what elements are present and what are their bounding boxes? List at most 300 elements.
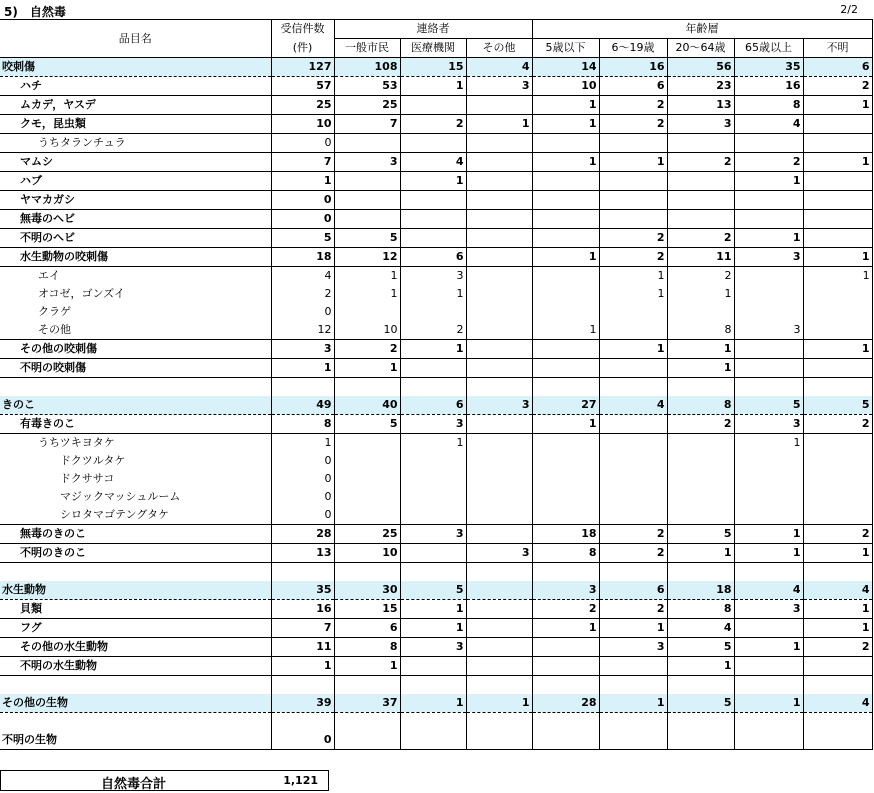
table-row (0, 191, 872, 210)
value-cell: 1 (803, 340, 872, 359)
value-cell: 6 (803, 58, 872, 77)
value-cell: 1 (532, 115, 599, 134)
value-cell: 1 (271, 434, 334, 453)
value-cell (400, 359, 466, 378)
value-cell: 18 (667, 581, 734, 600)
value-cell: 10 (334, 321, 400, 340)
value-cell (334, 134, 400, 153)
table-row (0, 153, 872, 172)
value-cell: 27 (532, 396, 599, 415)
table-row (0, 506, 872, 525)
table-row (0, 638, 872, 657)
table-row (0, 713, 872, 732)
value-cell: 3 (400, 415, 466, 434)
value-cell (803, 506, 872, 525)
value-cell: 15 (334, 600, 400, 619)
value-cell (532, 303, 599, 321)
value-cell (334, 506, 400, 525)
value-cell: 11 (667, 248, 734, 267)
value-cell: 1 (334, 359, 400, 378)
page-number: 2/2 (840, 3, 858, 16)
empty-cell (334, 563, 400, 582)
value-cell: 1 (532, 248, 599, 267)
row-label: マムシ (0, 153, 271, 172)
value-cell: 1 (400, 285, 466, 303)
value-cell (400, 506, 466, 525)
value-cell: 3 (532, 581, 599, 600)
value-cell: 1 (599, 267, 667, 286)
empty-cell (599, 713, 667, 732)
value-cell (599, 434, 667, 453)
value-cell: 2 (667, 153, 734, 172)
row-label: ムカデ，ヤスデ (0, 96, 271, 115)
value-cell (334, 303, 400, 321)
value-cell (803, 321, 872, 340)
value-cell: 1 (667, 340, 734, 359)
row-label: うちタランチュラ (0, 134, 271, 153)
value-cell (599, 303, 667, 321)
value-cell: 4 (803, 694, 872, 713)
header-age-20-64: 20～64歳 (667, 39, 734, 58)
value-cell (466, 340, 532, 359)
header-age-unknown: 不明 (803, 39, 872, 58)
table-row (0, 229, 872, 248)
value-cell: 1 (532, 321, 599, 340)
empty-cell (0, 676, 271, 695)
value-cell (803, 134, 872, 153)
header-age-6-19: 6～19歳 (599, 39, 667, 58)
table-row (0, 694, 872, 713)
value-cell (334, 434, 400, 453)
value-cell (400, 134, 466, 153)
value-cell: 13 (667, 96, 734, 115)
value-cell (532, 488, 599, 506)
empty-cell (803, 713, 872, 732)
value-cell: 0 (271, 210, 334, 229)
value-cell (667, 134, 734, 153)
value-cell: 18 (271, 248, 334, 267)
value-cell: 1 (271, 359, 334, 378)
table-row (0, 134, 872, 153)
table-row (0, 619, 872, 638)
value-cell: 1 (599, 694, 667, 713)
empty-cell (532, 713, 599, 732)
value-cell: 1 (667, 544, 734, 563)
value-cell: 5 (334, 229, 400, 248)
row-label: ヤマカガシ (0, 191, 271, 210)
value-cell: 16 (734, 77, 803, 96)
value-cell (400, 488, 466, 506)
value-cell: 13 (271, 544, 334, 563)
value-cell: 2 (803, 525, 872, 544)
row-label: 不明の咬刺傷 (0, 359, 271, 378)
table-row (0, 58, 872, 77)
row-label: フグ (0, 619, 271, 638)
value-cell: 1 (599, 340, 667, 359)
table-row (0, 77, 872, 96)
value-cell: 1 (734, 544, 803, 563)
empty-cell (271, 713, 334, 732)
value-cell (466, 267, 532, 286)
value-cell (400, 210, 466, 229)
value-cell (734, 452, 803, 470)
value-cell: 3 (734, 321, 803, 340)
value-cell (532, 229, 599, 248)
value-cell (466, 506, 532, 525)
value-cell: 5 (400, 581, 466, 600)
value-cell: 2 (400, 321, 466, 340)
value-cell: 108 (334, 58, 400, 77)
empty-cell (667, 713, 734, 732)
value-cell (532, 267, 599, 286)
value-cell: 23 (667, 77, 734, 96)
total-label: 自然毒合計 (101, 777, 167, 792)
value-cell: 1 (532, 153, 599, 172)
value-cell (734, 134, 803, 153)
value-cell: 25 (334, 525, 400, 544)
value-cell: 2 (667, 415, 734, 434)
value-cell: 5 (803, 396, 872, 415)
value-cell (334, 452, 400, 470)
value-cell (734, 731, 803, 750)
row-label: 無毒のヘビ (0, 210, 271, 229)
row-label: マジックマッシュルーム (0, 488, 271, 506)
empty-cell (400, 713, 466, 732)
value-cell: 3 (271, 340, 334, 359)
table-row (0, 303, 872, 321)
value-cell: 1 (400, 172, 466, 191)
value-cell: 2 (599, 525, 667, 544)
value-cell: 28 (271, 525, 334, 544)
value-cell: 3 (334, 153, 400, 172)
value-cell: 3 (400, 638, 466, 657)
value-cell: 16 (271, 600, 334, 619)
value-cell (466, 321, 532, 340)
value-cell: 1 (667, 285, 734, 303)
value-cell (400, 544, 466, 563)
empty-cell (803, 378, 872, 397)
value-cell: 2 (334, 340, 400, 359)
natural-toxin-table (0, 19, 873, 750)
value-cell (803, 488, 872, 506)
value-cell (466, 470, 532, 488)
value-cell (466, 525, 532, 544)
value-cell (400, 470, 466, 488)
value-cell (400, 191, 466, 210)
row-label: クラゲ (0, 303, 271, 321)
row-label: 不明の水生動物 (0, 657, 271, 676)
value-cell (803, 191, 872, 210)
value-cell: 2 (599, 248, 667, 267)
row-label: 不明のきのこ (0, 544, 271, 563)
empty-cell (734, 378, 803, 397)
value-cell (532, 134, 599, 153)
value-cell (599, 506, 667, 525)
table-row (0, 321, 872, 340)
value-cell: 1 (400, 340, 466, 359)
empty-cell (466, 563, 532, 582)
value-cell: 1 (803, 619, 872, 638)
value-cell: 4 (734, 115, 803, 134)
value-cell (466, 191, 532, 210)
value-cell (599, 321, 667, 340)
value-cell (532, 172, 599, 191)
value-cell: 4 (599, 396, 667, 415)
value-cell (400, 96, 466, 115)
value-cell: 18 (532, 525, 599, 544)
empty-cell (532, 676, 599, 695)
table-row (0, 581, 872, 600)
value-cell: 1 (400, 600, 466, 619)
value-cell (334, 210, 400, 229)
value-cell (400, 731, 466, 750)
total-value: 1,121 (283, 774, 318, 787)
header-age-group: 年齢層 (532, 20, 872, 39)
row-label: 不明のヘビ (0, 229, 271, 248)
empty-cell (599, 378, 667, 397)
table-row (0, 731, 872, 750)
value-cell (803, 452, 872, 470)
value-cell: 2 (400, 115, 466, 134)
table-row (0, 210, 872, 229)
table-row (0, 452, 872, 470)
value-cell: 8 (334, 638, 400, 657)
value-cell (599, 359, 667, 378)
value-cell: 1 (334, 267, 400, 286)
value-cell: 56 (667, 58, 734, 77)
value-cell (466, 153, 532, 172)
value-cell: 1 (532, 415, 599, 434)
value-cell (734, 619, 803, 638)
table-row (0, 657, 872, 676)
value-cell (400, 452, 466, 470)
value-cell: 8 (667, 321, 734, 340)
value-cell: 127 (271, 58, 334, 77)
value-cell: 3 (400, 525, 466, 544)
value-cell (803, 285, 872, 303)
empty-cell (599, 676, 667, 695)
value-cell: 5 (334, 415, 400, 434)
table-row (0, 563, 872, 582)
value-cell: 2 (599, 544, 667, 563)
value-cell: 5 (667, 525, 734, 544)
value-cell (734, 340, 803, 359)
value-cell: 3 (466, 544, 532, 563)
value-cell (466, 488, 532, 506)
value-cell: 1 (271, 172, 334, 191)
empty-cell (271, 378, 334, 397)
value-cell: 1 (803, 544, 872, 563)
value-cell (803, 359, 872, 378)
value-cell (803, 172, 872, 191)
value-cell: 2 (734, 153, 803, 172)
value-cell: 1 (803, 600, 872, 619)
header-received-unit: (件) (271, 39, 334, 58)
value-cell (599, 134, 667, 153)
value-cell: 1 (532, 619, 599, 638)
value-cell: 35 (734, 58, 803, 77)
value-cell (334, 470, 400, 488)
table-row (0, 676, 872, 695)
empty-cell (0, 563, 271, 582)
value-cell (667, 191, 734, 210)
empty-cell (334, 713, 400, 732)
value-cell: 6 (400, 396, 466, 415)
value-cell (466, 731, 532, 750)
empty-cell (466, 676, 532, 695)
value-cell: 1 (400, 434, 466, 453)
value-cell: 10 (532, 77, 599, 96)
value-cell (532, 506, 599, 525)
value-cell: 7 (271, 619, 334, 638)
value-cell (466, 638, 532, 657)
header-age-65-plus: 65歳以上 (734, 39, 803, 58)
table-row (0, 434, 872, 453)
value-cell: 1 (734, 434, 803, 453)
value-cell: 0 (271, 191, 334, 210)
value-cell: 1 (400, 619, 466, 638)
value-cell (667, 488, 734, 506)
row-label: エイ (0, 267, 271, 286)
value-cell: 2 (599, 229, 667, 248)
value-cell (734, 285, 803, 303)
value-cell: 4 (400, 153, 466, 172)
value-cell (599, 191, 667, 210)
value-cell (803, 731, 872, 750)
value-cell (667, 172, 734, 191)
value-cell: 3 (667, 115, 734, 134)
value-cell (334, 191, 400, 210)
value-cell (734, 359, 803, 378)
row-label: シロタマゴテングタケ (0, 506, 271, 525)
value-cell (667, 470, 734, 488)
value-cell: 25 (271, 96, 334, 115)
value-cell (599, 488, 667, 506)
value-cell (466, 415, 532, 434)
value-cell: 2 (599, 115, 667, 134)
value-cell (532, 452, 599, 470)
value-cell: 0 (271, 452, 334, 470)
value-cell (532, 638, 599, 657)
header-received: 受信件数 (271, 20, 334, 39)
value-cell (734, 191, 803, 210)
value-cell: 1 (803, 153, 872, 172)
value-cell: 8 (667, 600, 734, 619)
value-cell: 1 (734, 229, 803, 248)
value-cell: 6 (599, 77, 667, 96)
value-cell: 2 (803, 77, 872, 96)
value-cell: 0 (271, 470, 334, 488)
table-row (0, 396, 872, 415)
value-cell (400, 229, 466, 248)
row-label: 水生動物の咬刺傷 (0, 248, 271, 267)
section-title: 5) 自然毒 (4, 5, 66, 19)
empty-cell (532, 563, 599, 582)
value-cell: 57 (271, 77, 334, 96)
row-label: 水生動物 (0, 581, 271, 600)
value-cell: 28 (532, 694, 599, 713)
header-general-public: 一般市民 (334, 39, 400, 58)
row-label: その他の生物 (0, 694, 271, 713)
value-cell (466, 96, 532, 115)
value-cell: 7 (334, 115, 400, 134)
value-cell: 6 (599, 581, 667, 600)
value-cell: 2 (667, 267, 734, 286)
value-cell: 4 (271, 267, 334, 286)
row-label: 不明の生物 (0, 731, 271, 750)
value-cell: 16 (599, 58, 667, 77)
value-cell (667, 452, 734, 470)
value-cell (667, 210, 734, 229)
value-cell (599, 657, 667, 676)
value-cell: 30 (334, 581, 400, 600)
table-row (0, 415, 872, 434)
value-cell: 15 (400, 58, 466, 77)
table-row (0, 285, 872, 303)
value-cell: 3 (599, 638, 667, 657)
value-cell: 5 (734, 396, 803, 415)
table-row (0, 340, 872, 359)
value-cell (466, 600, 532, 619)
value-cell (599, 731, 667, 750)
value-cell (532, 731, 599, 750)
empty-cell (0, 713, 271, 732)
empty-cell (334, 676, 400, 695)
row-label: 咬刺傷 (0, 58, 271, 77)
value-cell (734, 470, 803, 488)
row-label: ハブ (0, 172, 271, 191)
value-cell: 49 (271, 396, 334, 415)
value-cell: 8 (532, 544, 599, 563)
value-cell (466, 452, 532, 470)
value-cell: 1 (734, 172, 803, 191)
value-cell (466, 359, 532, 378)
value-cell: 0 (271, 506, 334, 525)
value-cell (803, 229, 872, 248)
value-cell (466, 303, 532, 321)
value-cell: 5 (667, 638, 734, 657)
value-cell: 1 (599, 285, 667, 303)
empty-cell (734, 563, 803, 582)
value-cell (667, 303, 734, 321)
value-cell: 1 (599, 619, 667, 638)
value-cell (734, 657, 803, 676)
row-label: その他 (0, 321, 271, 340)
value-cell: 0 (271, 488, 334, 506)
table-row (0, 115, 872, 134)
value-cell (599, 172, 667, 191)
table-row (0, 470, 872, 488)
value-cell: 4 (466, 58, 532, 77)
value-cell: 11 (271, 638, 334, 657)
value-cell (466, 210, 532, 229)
value-cell: 1 (803, 267, 872, 286)
value-cell (466, 657, 532, 676)
value-cell (466, 581, 532, 600)
value-cell: 6 (400, 248, 466, 267)
value-cell: 3 (466, 396, 532, 415)
value-cell: 2 (599, 600, 667, 619)
value-cell: 2 (599, 96, 667, 115)
value-cell (466, 172, 532, 191)
value-cell: 37 (334, 694, 400, 713)
value-cell: 8 (734, 96, 803, 115)
value-cell (734, 303, 803, 321)
value-cell: 1 (734, 525, 803, 544)
value-cell (803, 303, 872, 321)
empty-cell (734, 713, 803, 732)
value-cell (734, 506, 803, 525)
